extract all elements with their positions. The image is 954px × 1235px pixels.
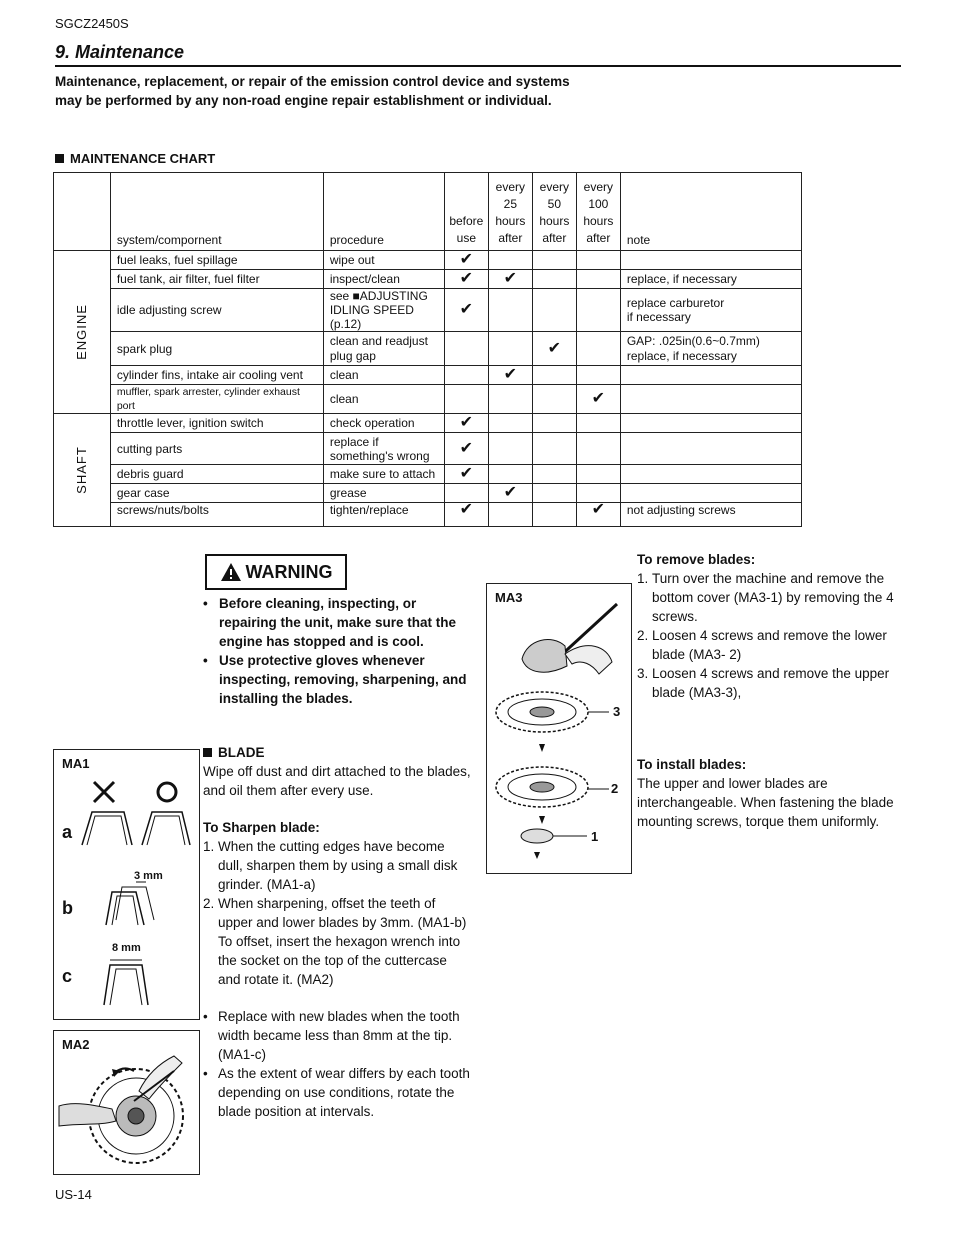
ma3-exploded-blade-illustration <box>487 584 631 873</box>
page-title: 9. Maintenance <box>55 42 185 62</box>
figure-ma2-label: MA2 <box>62 1037 90 1052</box>
header-100h-line: after <box>586 231 611 245</box>
cell-system: fuel tank, air filter, fuel filter <box>110 270 323 289</box>
note-line: replace carburetor <box>626 296 725 310</box>
header-system: system/compornent <box>110 173 323 251</box>
ma3-callout-1: 1 <box>591 829 599 844</box>
procedure-line: IDLING SPEED (p.12) <box>329 303 414 331</box>
ma1-dimension-c: 8 mm <box>112 942 141 954</box>
cell-note: not adjusting screws <box>620 503 801 527</box>
header-50h-line: hours <box>539 214 570 228</box>
cell-procedure: wipe out <box>323 251 444 270</box>
check-mark: ✔ <box>444 251 488 270</box>
cell-note <box>620 414 801 433</box>
header-before-line: use <box>456 231 477 245</box>
check-mark: ✔ <box>444 433 488 465</box>
header-group-cell <box>54 173 111 251</box>
check-mark: ✔ <box>576 385 620 414</box>
ma2-hex-wrench-illustration <box>54 1031 199 1174</box>
ma3-callout-3: 3 <box>613 704 621 719</box>
table-row <box>54 270 802 289</box>
table-row <box>54 366 802 385</box>
procedure-line: replace if <box>329 434 379 449</box>
cell-note <box>620 484 801 503</box>
warning-triangle-icon <box>220 562 242 582</box>
sharpen-step: 1. When the cutting edges have become dull, sharpen them by using a small disk grinder. (MA1-a) <box>203 839 458 892</box>
cell-note <box>620 251 801 270</box>
table-row <box>54 332 802 366</box>
cell-system: gear case <box>110 484 323 503</box>
cell-procedure: make sure to attach <box>323 465 444 484</box>
blade-heading <box>203 743 471 762</box>
procedure-line: something's wrong <box>329 448 430 463</box>
cell-system: muffler, spark arrester, cylinder exhaust port <box>110 385 323 414</box>
table-row <box>54 503 802 527</box>
table-row <box>54 465 802 484</box>
correct-mark-icon <box>158 783 176 801</box>
install-heading: To install blades: <box>637 757 747 772</box>
blade-intro: Wipe off dust and dirt attached to the blades, and oil them after every use. <box>203 764 471 798</box>
cell-note <box>620 289 801 332</box>
square-bullet-icon <box>55 154 64 163</box>
cell-procedure <box>323 332 444 366</box>
header-50h-line: after <box>542 231 567 245</box>
blade-heading-text: BLADE <box>218 745 265 760</box>
cell-system: fuel leaks, fuel spillage <box>110 251 323 270</box>
wrong-mark-icon <box>94 782 114 802</box>
warning-item: • Before cleaning, inspecting, or repairing the unit, make sure that the engine has stopped and is cool. <box>203 596 457 649</box>
header-50h-line: 50 <box>547 197 562 211</box>
cell-system: idle adjusting screw <box>110 289 323 332</box>
cell-system: throttle lever, ignition switch <box>110 414 323 433</box>
blade-bullet-text: As the extent of wear differs by each tooth depending on use conditions, rotate the blade position at intervals. <box>218 1066 470 1119</box>
check-mark: ✔ <box>488 270 532 289</box>
header-note: note <box>620 173 801 251</box>
check-mark: ✔ <box>532 332 576 366</box>
blade-section <box>203 743 471 1121</box>
procedure-line: clean and readjust <box>329 333 428 348</box>
cell-system: debris guard <box>110 465 323 484</box>
group-engine <box>54 251 111 414</box>
procedure-line: see ■ADJUSTING <box>329 289 428 303</box>
table-row <box>54 414 802 433</box>
figure-ma1 <box>53 749 200 1020</box>
cell-note <box>620 465 801 484</box>
check-mark: ✔ <box>444 270 488 289</box>
warning-item-text: Before cleaning, inspecting, or repairing the unit, make sure that the engine has stopped and is cool. <box>219 596 457 649</box>
ma3-callout-2: 2 <box>611 781 619 796</box>
maintenance-chart <box>53 172 802 527</box>
header-procedure: procedure <box>323 173 444 251</box>
remove-section <box>637 550 903 702</box>
figure-ma1-label: MA1 <box>62 756 90 771</box>
model-number: SGCZ2450S <box>55 16 129 31</box>
ma1-dimension-b: 3 mm <box>134 870 163 882</box>
remove-step-text: Loosen 4 screws and remove the lower blade (MA3- 2) <box>652 628 887 662</box>
cell-note <box>620 385 801 414</box>
header-before-use <box>444 173 488 251</box>
figure-ma2 <box>53 1030 200 1175</box>
sharpen-step-text: When sharpening, offset the teeth of upper and lower blades by 3mm. (MA1-b) To offset, insert the hexagon wrench into the socket on the top of the cuttercase and rotate it. (MA2) <box>218 896 467 987</box>
check-mark: ✔ <box>444 503 488 527</box>
header-25h-line: after <box>498 231 523 245</box>
cell-procedure: tighten/replace <box>323 503 444 527</box>
cell-note: replace, if necessary <box>620 270 801 289</box>
cell-procedure: inspect/clean <box>323 270 444 289</box>
cell-system: cylinder fins, intake air cooling vent <box>110 366 323 385</box>
figure-ma3 <box>486 583 632 874</box>
title-rule <box>55 65 901 67</box>
note-line: if necessary <box>626 310 691 324</box>
header-100h <box>576 173 620 251</box>
check-mark: ✔ <box>444 414 488 433</box>
chart-heading <box>55 151 215 166</box>
figure-ma3-label: MA3 <box>495 590 523 605</box>
table-row <box>54 289 802 332</box>
header-25h-line: 25 <box>503 197 518 211</box>
ma1-blade-tooth-illustration <box>54 750 199 1019</box>
install-text: The upper and lower blades are interchangeable. When fastening the blade mounting screws, torque them uniformly. <box>637 776 894 829</box>
warning-item: • Use protective gloves whenever inspecting, removing, sharpening, and installing the blades. <box>203 653 467 706</box>
table-row <box>54 433 802 465</box>
chart-header-row <box>54 173 802 251</box>
header-100h-line: 100 <box>588 197 609 211</box>
cell-procedure: grease <box>323 484 444 503</box>
intro-paragraph: Maintenance, replacement, or repair of the emission control device and systems may be performed by any non-road engine repair establishment or individual. <box>55 74 570 108</box>
note-line: replace, if necessary <box>626 348 737 363</box>
square-bullet-icon <box>203 748 212 757</box>
cell-procedure <box>323 289 444 332</box>
header-25h-line: every <box>495 180 526 194</box>
check-mark: ✔ <box>488 366 532 385</box>
cell-procedure <box>323 433 444 465</box>
note-line: GAP: .025in(0.6~0.7mm) <box>626 333 760 348</box>
header-100h-line: every <box>583 180 614 194</box>
procedure-line: plug gap <box>329 348 376 363</box>
cell-note <box>620 433 801 465</box>
cell-note <box>620 332 801 366</box>
cell-procedure: clean <box>323 366 444 385</box>
warning-box <box>205 554 347 590</box>
ma1-label-c: c <box>62 966 73 986</box>
ma1-label-b: b <box>62 898 73 918</box>
cell-system: cutting parts <box>110 433 323 465</box>
remove-step-text: Turn over the machine and remove the bottom cover (MA3-1) by removing the 4 screws. <box>652 571 894 624</box>
sharpen-step: 2. When sharpening, offset the teeth of upper and lower blades by 3mm. (MA1-b) To offset, insert the hexagon wrench into the socket on the top of the cuttercase and rotate it. (MA2) <box>203 896 467 987</box>
install-section <box>637 755 903 831</box>
remove-step: 2. Loosen 4 screws and remove the lower blade (MA3- 2) <box>637 628 887 662</box>
header-25h-line: hours <box>495 214 526 228</box>
warning-label: WARNING <box>245 561 333 582</box>
check-mark: ✔ <box>576 503 620 527</box>
remove-step: 1. Turn over the machine and remove the bottom cover (MA3-1) by removing the 4 screws. <box>637 571 894 624</box>
header-50h-line: every <box>539 180 570 194</box>
group-engine-label: ENGINE <box>73 304 89 360</box>
header-50h <box>532 173 576 251</box>
blade-bullet: • As the extent of wear differs by each tooth depending on use conditions, rotate the blade position at intervals. <box>203 1066 470 1119</box>
table-row <box>54 251 802 270</box>
cell-system: screws/nuts/bolts <box>110 503 323 527</box>
group-shaft <box>54 414 111 527</box>
ma1-label-a: a <box>62 822 73 842</box>
check-mark: ✔ <box>444 289 488 332</box>
header-before-line: before <box>449 214 484 228</box>
remove-step: 3. Loosen 4 screws and remove the upper blade (MA3-3), <box>637 666 890 700</box>
table-row <box>54 484 802 503</box>
cell-procedure: check operation <box>323 414 444 433</box>
cell-procedure: clean <box>323 385 444 414</box>
check-mark: ✔ <box>488 484 532 503</box>
warning-list <box>203 594 471 708</box>
header-25h <box>488 173 532 251</box>
remove-step-text: Loosen 4 screws and remove the upper blade (MA3-3), <box>652 666 890 700</box>
warning-item-text: Use protective gloves whenever inspecting, removing, sharpening, and installing the blades. <box>219 653 467 706</box>
check-mark: ✔ <box>444 465 488 484</box>
cell-system: spark plug <box>110 332 323 366</box>
chart-heading-text: MAINTENANCE CHART <box>70 151 216 166</box>
header-100h-line: hours <box>583 214 614 228</box>
sharpen-heading: To Sharpen blade: <box>203 820 320 835</box>
blade-bullet-text: Replace with new blades when the tooth width became less than 8mm at the tip. (MA1-c) <box>218 1009 460 1062</box>
cell-note <box>620 366 801 385</box>
table-row <box>54 385 802 414</box>
blade-bullet: • Replace with new blades when the tooth width became less than 8mm at the tip. (MA1-c) <box>203 1009 460 1062</box>
remove-heading: To remove blades: <box>637 552 756 567</box>
sharpen-step-text: When the cutting edges have become dull, sharpen them by using a small disk grinder. (MA1-a) <box>218 839 458 892</box>
page-number: US-14 <box>55 1187 92 1202</box>
group-shaft-label: SHAFT <box>73 446 89 494</box>
